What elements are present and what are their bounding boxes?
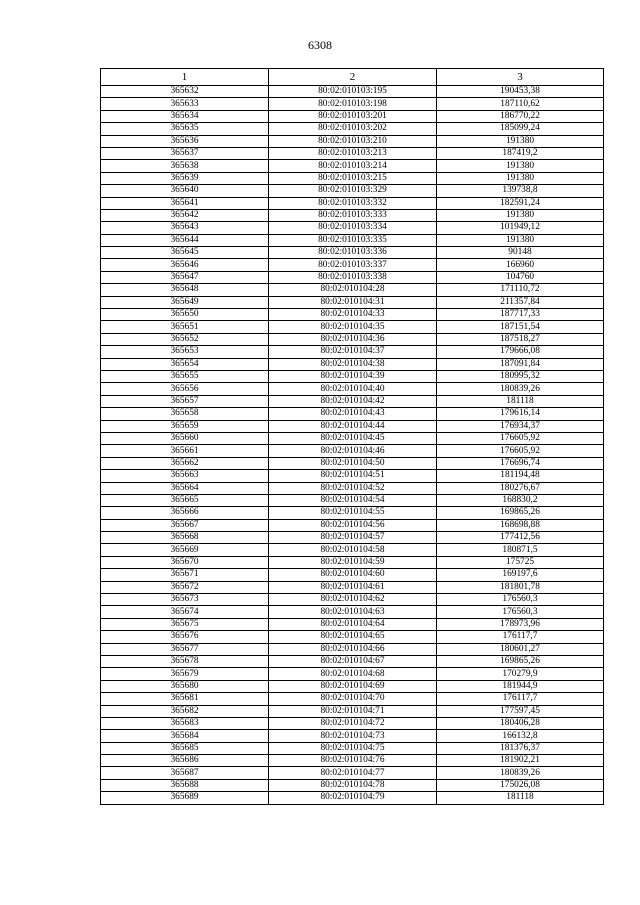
cadastral-number-cell: 80:02:010104:63 [269, 606, 437, 618]
value-cell: 181118 [437, 792, 604, 804]
column-header-1: 1 [101, 69, 269, 86]
table-row [101, 321, 604, 333]
row-number-cell: 365683 [101, 717, 269, 729]
table-row [101, 457, 604, 469]
table-row [101, 532, 604, 544]
value-cell: 211357,84 [437, 296, 604, 308]
cadastral-number-cell: 80:02:010104:72 [269, 717, 437, 729]
cadastral-number-cell: 80:02:010103:215 [269, 172, 437, 184]
cadastral-number-cell: 80:02:010103:333 [269, 209, 437, 221]
value-cell: 180601,27 [437, 643, 604, 655]
table-row [101, 680, 604, 692]
value-cell: 168830,2 [437, 494, 604, 506]
cadastral-number-cell: 80:02:010104:70 [269, 693, 437, 705]
value-cell: 191380 [437, 209, 604, 221]
row-number-cell: 365652 [101, 333, 269, 345]
value-cell: 169865,26 [437, 655, 604, 667]
value-cell: 182591,24 [437, 197, 604, 209]
value-cell: 187151,54 [437, 321, 604, 333]
cadastral-number-cell: 80:02:010104:61 [269, 581, 437, 593]
value-cell: 186770,22 [437, 110, 604, 122]
cadastral-number-cell: 80:02:010104:60 [269, 569, 437, 581]
table-row [101, 643, 604, 655]
cadastral-number-cell: 80:02:010103:214 [269, 160, 437, 172]
table-row [101, 135, 604, 147]
row-number-cell: 365659 [101, 420, 269, 432]
table-row [101, 569, 604, 581]
row-number-cell: 365637 [101, 147, 269, 159]
cadastral-number-cell: 80:02:010103:202 [269, 123, 437, 135]
table-row [101, 160, 604, 172]
row-number-cell: 365670 [101, 556, 269, 568]
row-number-cell: 365645 [101, 247, 269, 259]
row-number-cell: 365650 [101, 309, 269, 321]
cadastral-number-cell: 80:02:010103:213 [269, 147, 437, 159]
cadastral-number-cell: 80:02:010104:40 [269, 383, 437, 395]
table-row [101, 432, 604, 444]
value-cell: 190453,38 [437, 86, 604, 98]
table-row [101, 767, 604, 779]
value-cell: 176117,7 [437, 631, 604, 643]
row-number-cell: 365664 [101, 482, 269, 494]
cadastral-number-cell: 80:02:010104:79 [269, 792, 437, 804]
value-cell: 176117,7 [437, 693, 604, 705]
value-cell: 169197,6 [437, 569, 604, 581]
value-cell: 179616,14 [437, 408, 604, 420]
row-number-cell: 365682 [101, 705, 269, 717]
cadastral-number-cell: 80:02:010103:334 [269, 222, 437, 234]
cadastral-number-cell: 80:02:010104:36 [269, 333, 437, 345]
row-number-cell: 365689 [101, 792, 269, 804]
value-cell: 101949,12 [437, 222, 604, 234]
row-number-cell: 365658 [101, 408, 269, 420]
cadastral-number-cell: 80:02:010104:42 [269, 395, 437, 407]
cadastral-number-cell: 80:02:010103:198 [269, 98, 437, 110]
row-number-cell: 365654 [101, 358, 269, 370]
value-cell: 176560,3 [437, 606, 604, 618]
table-row [101, 408, 604, 420]
cadastral-number-cell: 80:02:010104:68 [269, 668, 437, 680]
table-row [101, 618, 604, 630]
cadastral-number-cell: 80:02:010104:35 [269, 321, 437, 333]
value-cell: 176605,92 [437, 445, 604, 457]
table-row [101, 197, 604, 209]
table-row [101, 284, 604, 296]
row-number-cell: 365681 [101, 693, 269, 705]
row-number-cell: 365639 [101, 172, 269, 184]
row-number-cell: 365656 [101, 383, 269, 395]
column-header-2: 2 [269, 69, 437, 86]
table-row [101, 358, 604, 370]
value-cell: 185099,24 [437, 123, 604, 135]
table-row [101, 346, 604, 358]
value-cell: 181194,48 [437, 470, 604, 482]
cadastral-number-cell: 80:02:010104:65 [269, 631, 437, 643]
value-cell: 175026,08 [437, 779, 604, 791]
cadastral-number-cell: 80:02:010104:50 [269, 457, 437, 469]
table-row [101, 333, 604, 345]
cadastral-number-cell: 80:02:010104:28 [269, 284, 437, 296]
value-cell: 180839,26 [437, 383, 604, 395]
table-row [101, 222, 604, 234]
cadastral-number-cell: 80:02:010104:71 [269, 705, 437, 717]
page-number: 6308 [308, 38, 332, 52]
cadastral-number-cell: 80:02:010104:46 [269, 445, 437, 457]
cadastral-number-cell: 80:02:010104:75 [269, 742, 437, 754]
row-number-cell: 365673 [101, 594, 269, 606]
cadastral-number-cell: 80:02:010103:338 [269, 271, 437, 283]
table-row [101, 259, 604, 271]
row-number-cell: 365685 [101, 742, 269, 754]
cadastral-number-cell: 80:02:010104:77 [269, 767, 437, 779]
row-number-cell: 365661 [101, 445, 269, 457]
cadastral-number-cell: 80:02:010103:336 [269, 247, 437, 259]
table-row [101, 470, 604, 482]
value-cell: 175725 [437, 556, 604, 568]
cadastral-number-cell: 80:02:010104:76 [269, 755, 437, 767]
cadastral-number-cell: 80:02:010104:54 [269, 494, 437, 506]
row-number-cell: 365687 [101, 767, 269, 779]
value-cell: 180406,28 [437, 717, 604, 729]
value-cell: 104760 [437, 271, 604, 283]
value-cell: 166132,8 [437, 730, 604, 742]
value-cell: 181944,9 [437, 680, 604, 692]
value-cell: 177412,56 [437, 532, 604, 544]
value-cell: 176605,92 [437, 432, 604, 444]
value-cell: 191380 [437, 135, 604, 147]
cadastral-number-cell: 80:02:010103:329 [269, 185, 437, 197]
table-row [101, 556, 604, 568]
table-row [101, 98, 604, 110]
table-body [101, 86, 604, 805]
value-cell: 180871,5 [437, 544, 604, 556]
row-number-cell: 365686 [101, 755, 269, 767]
table-row [101, 309, 604, 321]
row-number-cell: 365671 [101, 569, 269, 581]
table-row [101, 544, 604, 556]
row-number-cell: 365679 [101, 668, 269, 680]
cadastral-number-cell: 80:02:010103:332 [269, 197, 437, 209]
cadastral-number-cell: 80:02:010104:38 [269, 358, 437, 370]
row-number-cell: 365651 [101, 321, 269, 333]
table-row [101, 742, 604, 754]
table-row [101, 655, 604, 667]
table-row [101, 606, 604, 618]
row-number-cell: 365688 [101, 779, 269, 791]
cadastral-number-cell: 80:02:010104:37 [269, 346, 437, 358]
table-row [101, 147, 604, 159]
table-header [101, 69, 604, 86]
row-number-cell: 365638 [101, 160, 269, 172]
value-cell: 187518,27 [437, 333, 604, 345]
table-row [101, 172, 604, 184]
row-number-cell: 365684 [101, 730, 269, 742]
table-row [101, 271, 604, 283]
table-row [101, 296, 604, 308]
row-number-cell: 365646 [101, 259, 269, 271]
row-number-cell: 365662 [101, 457, 269, 469]
table-row [101, 792, 604, 804]
value-cell: 187110,62 [437, 98, 604, 110]
row-number-cell: 365649 [101, 296, 269, 308]
cadastral-number-cell: 80:02:010104:39 [269, 370, 437, 382]
table-row [101, 420, 604, 432]
value-cell: 181376,37 [437, 742, 604, 754]
cadastral-number-cell: 80:02:010104:31 [269, 296, 437, 308]
table-row [101, 705, 604, 717]
value-cell: 180995,32 [437, 370, 604, 382]
table-row [101, 730, 604, 742]
value-cell: 181118 [437, 395, 604, 407]
value-cell: 139738,8 [437, 185, 604, 197]
cadastral-number-cell: 80:02:010104:56 [269, 519, 437, 531]
cadastral-number-cell: 80:02:010104:64 [269, 618, 437, 630]
value-cell: 171110,72 [437, 284, 604, 296]
table-row [101, 383, 604, 395]
row-number-cell: 365672 [101, 581, 269, 593]
table-row [101, 594, 604, 606]
row-number-cell: 365660 [101, 432, 269, 444]
row-number-cell: 365669 [101, 544, 269, 556]
cadastral-number-cell: 80:02:010104:55 [269, 507, 437, 519]
table-row [101, 482, 604, 494]
table-row [101, 631, 604, 643]
cadastral-number-cell: 80:02:010104:78 [269, 779, 437, 791]
value-cell: 181801,78 [437, 581, 604, 593]
cadastral-number-cell: 80:02:010104:45 [269, 432, 437, 444]
cadastral-number-cell: 80:02:010104:73 [269, 730, 437, 742]
value-cell: 191380 [437, 234, 604, 246]
row-number-cell: 365644 [101, 234, 269, 246]
row-number-cell: 365643 [101, 222, 269, 234]
table-row [101, 110, 604, 122]
value-cell: 191380 [437, 172, 604, 184]
table-row [101, 668, 604, 680]
value-cell: 187419,2 [437, 147, 604, 159]
value-cell: 191380 [437, 160, 604, 172]
value-cell: 169865,26 [437, 507, 604, 519]
cadastral-number-cell: 80:02:010104:62 [269, 594, 437, 606]
row-number-cell: 365655 [101, 370, 269, 382]
row-number-cell: 365634 [101, 110, 269, 122]
row-number-cell: 365675 [101, 618, 269, 630]
table-row [101, 395, 604, 407]
table-row [101, 445, 604, 457]
row-number-cell: 365640 [101, 185, 269, 197]
table-row [101, 779, 604, 791]
value-cell: 177597,45 [437, 705, 604, 717]
row-number-cell: 365676 [101, 631, 269, 643]
value-cell: 178973,96 [437, 618, 604, 630]
value-cell: 170279,9 [437, 668, 604, 680]
column-header-3: 3 [437, 69, 604, 86]
table-row [101, 247, 604, 259]
row-number-cell: 365647 [101, 271, 269, 283]
row-number-cell: 365641 [101, 197, 269, 209]
cadastral-number-cell: 80:02:010104:58 [269, 544, 437, 556]
row-number-cell: 365635 [101, 123, 269, 135]
value-cell: 187717,33 [437, 309, 604, 321]
row-number-cell: 365678 [101, 655, 269, 667]
value-cell: 176934,37 [437, 420, 604, 432]
data-table [100, 68, 604, 805]
table-row [101, 185, 604, 197]
row-number-cell: 365667 [101, 519, 269, 531]
table-row [101, 123, 604, 135]
table-row [101, 581, 604, 593]
row-number-cell: 365636 [101, 135, 269, 147]
row-number-cell: 365665 [101, 494, 269, 506]
row-number-cell: 365657 [101, 395, 269, 407]
cadastral-number-cell: 80:02:010104:57 [269, 532, 437, 544]
value-cell: 176560,3 [437, 594, 604, 606]
row-number-cell: 365642 [101, 209, 269, 221]
cadastral-number-cell: 80:02:010103:195 [269, 86, 437, 98]
cadastral-number-cell: 80:02:010104:69 [269, 680, 437, 692]
cadastral-number-cell: 80:02:010104:51 [269, 470, 437, 482]
value-cell: 180839,26 [437, 767, 604, 779]
row-number-cell: 365674 [101, 606, 269, 618]
table-row [101, 755, 604, 767]
row-number-cell: 365632 [101, 86, 269, 98]
value-cell: 176696,74 [437, 457, 604, 469]
table-row [101, 234, 604, 246]
row-number-cell: 365680 [101, 680, 269, 692]
table-row [101, 717, 604, 729]
row-number-cell: 365663 [101, 470, 269, 482]
table-row [101, 494, 604, 506]
table-row [101, 370, 604, 382]
cadastral-number-cell: 80:02:010104:43 [269, 408, 437, 420]
cadastral-number-cell: 80:02:010103:201 [269, 110, 437, 122]
cadastral-number-cell: 80:02:010103:335 [269, 234, 437, 246]
row-number-cell: 365633 [101, 98, 269, 110]
cadastral-number-cell: 80:02:010104:44 [269, 420, 437, 432]
cadastral-number-cell: 80:02:010103:337 [269, 259, 437, 271]
value-cell: 187091,84 [437, 358, 604, 370]
value-cell: 166960 [437, 259, 604, 271]
cadastral-number-cell: 80:02:010104:66 [269, 643, 437, 655]
table-row [101, 507, 604, 519]
cadastral-number-cell: 80:02:010104:52 [269, 482, 437, 494]
row-number-cell: 365653 [101, 346, 269, 358]
table-row [101, 519, 604, 531]
header-row [101, 69, 604, 86]
row-number-cell: 365648 [101, 284, 269, 296]
row-number-cell: 365677 [101, 643, 269, 655]
cadastral-number-cell: 80:02:010104:67 [269, 655, 437, 667]
value-cell: 180276,67 [437, 482, 604, 494]
value-cell: 179666,08 [437, 346, 604, 358]
cadastral-number-cell: 80:02:010104:59 [269, 556, 437, 568]
value-cell: 90148 [437, 247, 604, 259]
row-number-cell: 365666 [101, 507, 269, 519]
table-row [101, 86, 604, 98]
table-row [101, 209, 604, 221]
row-number-cell: 365668 [101, 532, 269, 544]
table-row [101, 693, 604, 705]
value-cell: 181902,21 [437, 755, 604, 767]
cadastral-number-cell: 80:02:010103:210 [269, 135, 437, 147]
cadastral-number-cell: 80:02:010104:33 [269, 309, 437, 321]
value-cell: 168698,88 [437, 519, 604, 531]
